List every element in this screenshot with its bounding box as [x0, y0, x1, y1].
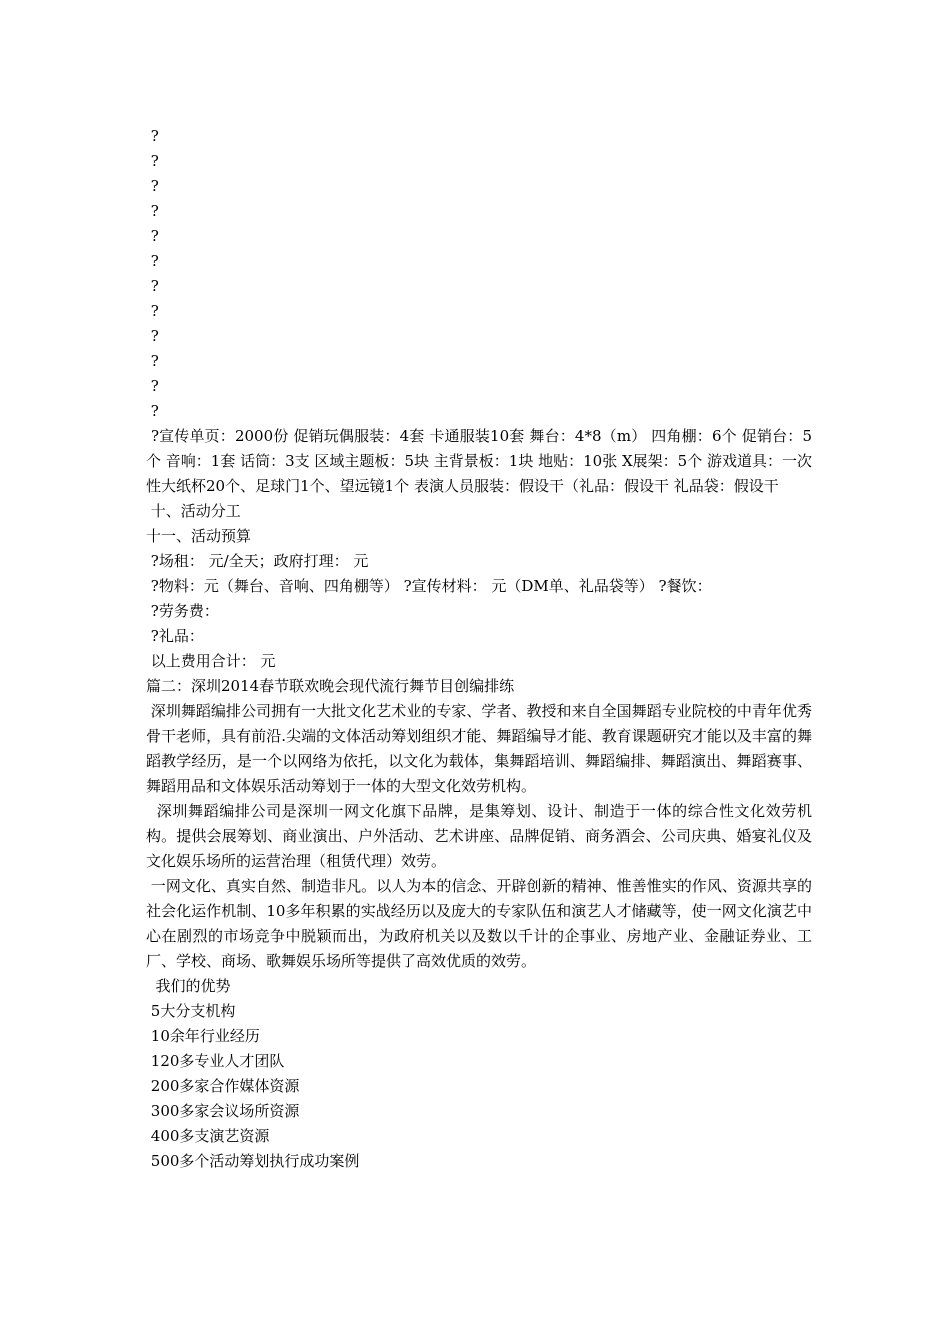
bullet-line-11: ?	[146, 377, 159, 395]
advantage-item: 300多家会议场所资源	[146, 1102, 300, 1120]
bullet-line-6: ?	[146, 252, 159, 270]
advantages-heading: 我们的优势	[146, 977, 231, 995]
budget-gifts: ?礼品：	[146, 627, 204, 645]
bullet-line-2: ?	[146, 152, 159, 170]
advantage-item: 200多家合作媒体资源	[146, 1077, 300, 1095]
bullet-line-9: ?	[146, 327, 159, 345]
budget-total: 以上费用合计： 元	[146, 652, 276, 670]
advantage-item: 120多专业人才团队	[146, 1052, 285, 1070]
philosophy-paragraph: 一网文化、真实自然、制造非凡。以人为本的信念、开辟创新的精神、惟善惟实的作风、资源共享的社会化运作机制、10多年积累的实战经历以及庞大的专家队伍和演艺人才储藏等，使一网文化演艺中心在剧烈的市场竞争中脱颖而出，为政府机关以及数以千计的企事业、房地产业、金融证券业、工厂、学校、商场、歌舞娱乐场所等提供了高效优质的效劳。	[146, 877, 812, 970]
bullet-line-8: ?	[146, 302, 159, 320]
intro-paragraph: 深圳舞蹈编排公司拥有一大批文化艺术业的专家、学者、教授和来自全国舞蹈专业院校的中青年优秀骨干老师，具有前沿.尖端的文体活动筹划组织才能、舞蹈编导才能、教育课题研究才能以及丰富的舞蹈教学经历，是一个以网络为依托，以文化为载体，集舞蹈培训、舞蹈编排、舞蹈演出、舞蹈赛事、舞蹈用品和文体娱乐活动筹划于一体的大型文化效劳机构。	[146, 702, 812, 795]
bullet-line-5: ?	[146, 227, 159, 245]
bullet-line-3: ?	[146, 177, 159, 195]
bullet-line-4: ?	[146, 202, 159, 220]
advantage-item: 10余年行业经历	[146, 1027, 260, 1045]
document-page	[146, 124, 812, 1174]
budget-materials: ?物料：元（舞台、音响、四角棚等） ?宣传材料： 元（DM单、礼品袋等） ?餐饮：	[146, 577, 712, 595]
bullet-line-12: ?	[146, 402, 159, 420]
budget-labor: ?劳务费：	[146, 602, 219, 620]
section-heading-11: 十一、活动预算	[146, 527, 252, 545]
section-heading-10: 十、活动分工	[146, 502, 241, 520]
advantage-item: 400多支演艺资源	[146, 1127, 270, 1145]
advantage-item: 500多个活动筹划执行成功案例	[146, 1152, 360, 1170]
materials-paragraph: ?宣传单页：2000份 促销玩偶服装：4套 卡通服装10套 舞台：4*8（m） 四角棚：6个 促销台：5个 音响：1套 话筒：3支 区域主题板：5块 主背景板：1块 地贴：10张 X展架：5个 游戏道具：一次性大纸杯20个、足球门1个、望远镜1个 表演人员服装：假设干（礼品：假设干 礼品袋：假设干	[146, 427, 812, 495]
bullet-line-10: ?	[146, 352, 159, 370]
bullet-line-7: ?	[146, 277, 159, 295]
brand-paragraph: 深圳舞蹈编排公司是深圳一网文化旗下品牌，是集筹划、设计、制造于一体的综合性文化效劳机构。提供会展筹划、商业演出、户外活动、艺术讲座、品牌促销、商务酒会、公司庆典、婚宴礼仪及文化娱乐场所的运营治理（租赁代理）效劳。	[146, 802, 812, 870]
chapter-title: 篇二：深圳2014春节联欢晚会现代流行舞节目创编排练	[146, 677, 515, 695]
budget-venue: ?场租： 元/全天；政府打理： 元	[146, 552, 369, 570]
bullet-line-1: ?	[146, 127, 159, 145]
advantage-item: 5大分支机构	[146, 1002, 236, 1020]
